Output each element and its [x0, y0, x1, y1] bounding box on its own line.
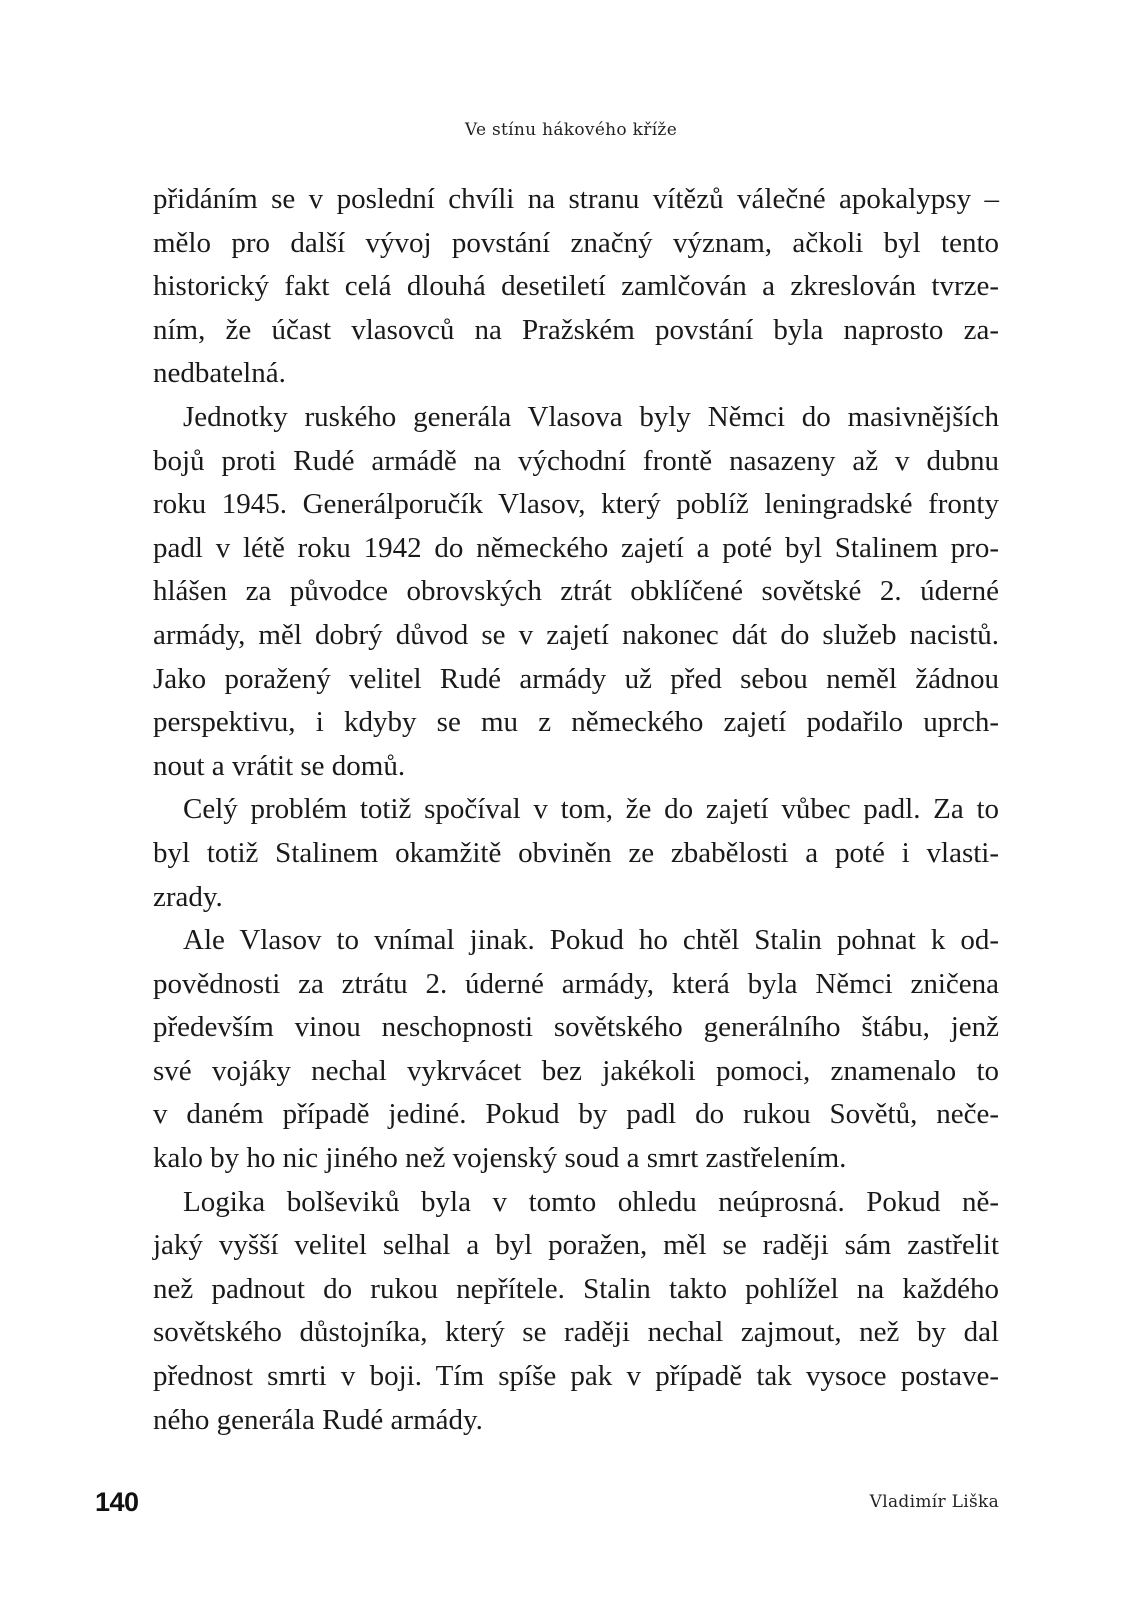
body-text	[153, 178, 999, 1442]
paragraph-4	[153, 919, 999, 1181]
text-line: bojů proti Rudé armádě na východní frontě nasazeny až v dubnu	[153, 444, 999, 477]
running-head: Ve stínu hákového kříže	[464, 120, 678, 140]
text-line: armády, měl dobrý důvod se v zajetí nakonec dát do služeb nacistů.	[153, 618, 999, 651]
paragraph-5	[153, 1181, 999, 1443]
text-line: Celý problém totiž spočíval v tom, že do zajetí vůbec padl. Za to	[183, 793, 999, 826]
text-line: historický fakt celá dlouhá desetiletí zamlčován a zkreslován tvrze-	[153, 270, 999, 303]
text-line: ného generála Rudé armády.	[153, 1403, 483, 1436]
text-line: hlášen za původce obrovských ztrát obklíčené sovětské 2. úderné	[153, 575, 999, 608]
text-line: padl v létě roku 1942 do německého zajetí a poté byl Stalinem pro-	[153, 531, 999, 564]
text-line: zrady.	[153, 880, 223, 913]
text-line: byl totiž Stalinem okamžitě obviněn ze zbabělosti a poté i vlasti-	[153, 836, 999, 869]
text-line: kalo by ho nic jiného než vojenský soud a smrt zastřelením.	[153, 1142, 847, 1175]
text-line: roku 1945. Generálporučík Vlasov, který poblíž leningradské fronty	[153, 488, 999, 521]
text-line: jaký vyšší velitel selhal a byl poražen, měl se raději sám zastřelit	[153, 1229, 999, 1262]
text-line: Jednotky ruského generála Vlasova byly Němci do masivnějších	[183, 400, 999, 433]
text-line: sovětského důstojníka, který se raději nechal zajmout, než by dal	[153, 1316, 999, 1349]
text-line: Ale Vlasov to vnímal jinak. Pokud ho chtěl Stalin pohnat k od-	[183, 924, 999, 957]
text-line: v daném případě jediné. Pokud by padl do rukou Sovětů, neče-	[153, 1098, 999, 1131]
text-line: nout a vrátit se domů.	[153, 749, 406, 782]
text-line: Logika bolševiků byla v tomto ohledu neúprosná. Pokud ně-	[183, 1185, 999, 1218]
text-line: mělo pro další vývoj povstání značný význam, ačkoli byl tento	[153, 226, 999, 259]
text-line: perspektivu, i kdyby se mu z německého zajetí podařilo uprch-	[153, 706, 999, 739]
page-number: 140	[95, 1487, 139, 1517]
paragraph-2	[153, 396, 999, 788]
text-line: přednost smrti v boji. Tím spíše pak v případě tak vysoce postave-	[153, 1360, 999, 1393]
text-line: ním, že účast vlasovců na Pražském povstání byla naprosto za-	[153, 313, 999, 346]
author-name: Vladimír Liška	[869, 1492, 999, 1512]
text-line: než padnout do rukou nepřítele. Stalin takto pohlížel na každého	[153, 1272, 999, 1305]
text-line: povědnosti za ztrátu 2. úderné armády, která byla Němci zničena	[153, 967, 999, 1000]
text-line: Jako poražený velitel Rudé armády už před sebou neměl žádnou	[153, 662, 999, 695]
text-line: své vojáky nechal vykrvácet bez jakékoli pomoci, znamenalo to	[153, 1054, 999, 1087]
text-line: především vinou neschopnosti sovětského generálního štábu, jenž	[153, 1011, 999, 1044]
paragraph-1	[153, 178, 999, 396]
text-line: přidáním se v poslední chvíli na stranu vítězů válečné apokalypsy –	[153, 183, 999, 215]
paragraph-3	[153, 788, 999, 919]
text-line: nedbatelná.	[153, 357, 286, 390]
